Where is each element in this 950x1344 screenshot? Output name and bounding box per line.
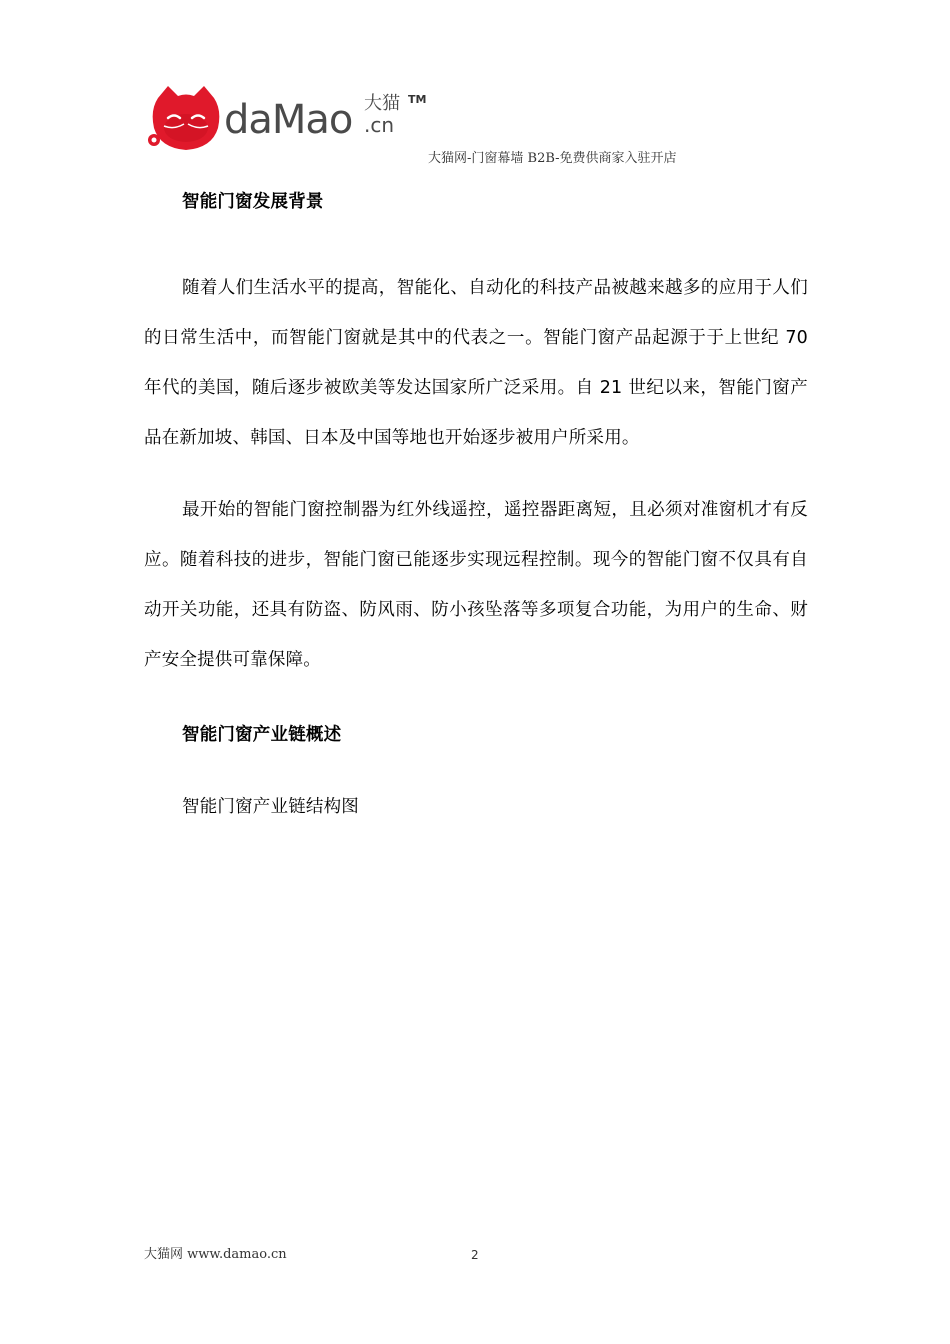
logo-wordmark: daMao bbox=[224, 97, 353, 143]
document-body bbox=[144, 188, 808, 821]
page-number: 2 bbox=[471, 1248, 479, 1262]
logo-domain-suffix: .cn bbox=[364, 113, 395, 137]
trademark-mark: TM bbox=[408, 93, 427, 106]
footer-site: 大猫网 www.damao.cn bbox=[144, 1247, 287, 1262]
figure-caption-industry-chain: 智能门窗产业链结构图 bbox=[182, 797, 359, 817]
paragraph-background-2: 最开始的智能门窗控制器为红外线遥控，遥控器距离短，且必须对准窗机才有反应。随着科技的进步，智能门窗已能逐步实现远程控制。现今的智能门窗不仅具有自动开关功能，还具有防盗、防风雨、防小孩坠落等多项复合功能，为用户的生命、财产安全提供可靠保障。 bbox=[144, 500, 808, 670]
paragraph-background-1: 随着人们生活水平的提高，智能化、自动化的科技产品被越来越多的应用于人们的日常生活中，而智能门窗就是其中的代表之一。智能门窗产品起源于于上世纪 70 年代的美国，随后逐步被欧美等发达国家所广泛采用。自 21 世纪以来，智能门窗产品在新加坡、韩国、日本及中国等地也开始逐步被用户所采用。 bbox=[144, 278, 808, 448]
cat-mascot-icon bbox=[146, 84, 226, 156]
section-heading-background: 智能门窗发展背景 bbox=[182, 192, 324, 212]
section-heading-industry-chain: 智能门窗产业链概述 bbox=[182, 725, 342, 745]
damao-logo bbox=[146, 84, 436, 156]
logo-chinese-name: 大猫 bbox=[364, 93, 400, 114]
header-slogan: 大猫网-门窗幕墙 B2B-免费供商家入驻开店 bbox=[428, 151, 677, 166]
